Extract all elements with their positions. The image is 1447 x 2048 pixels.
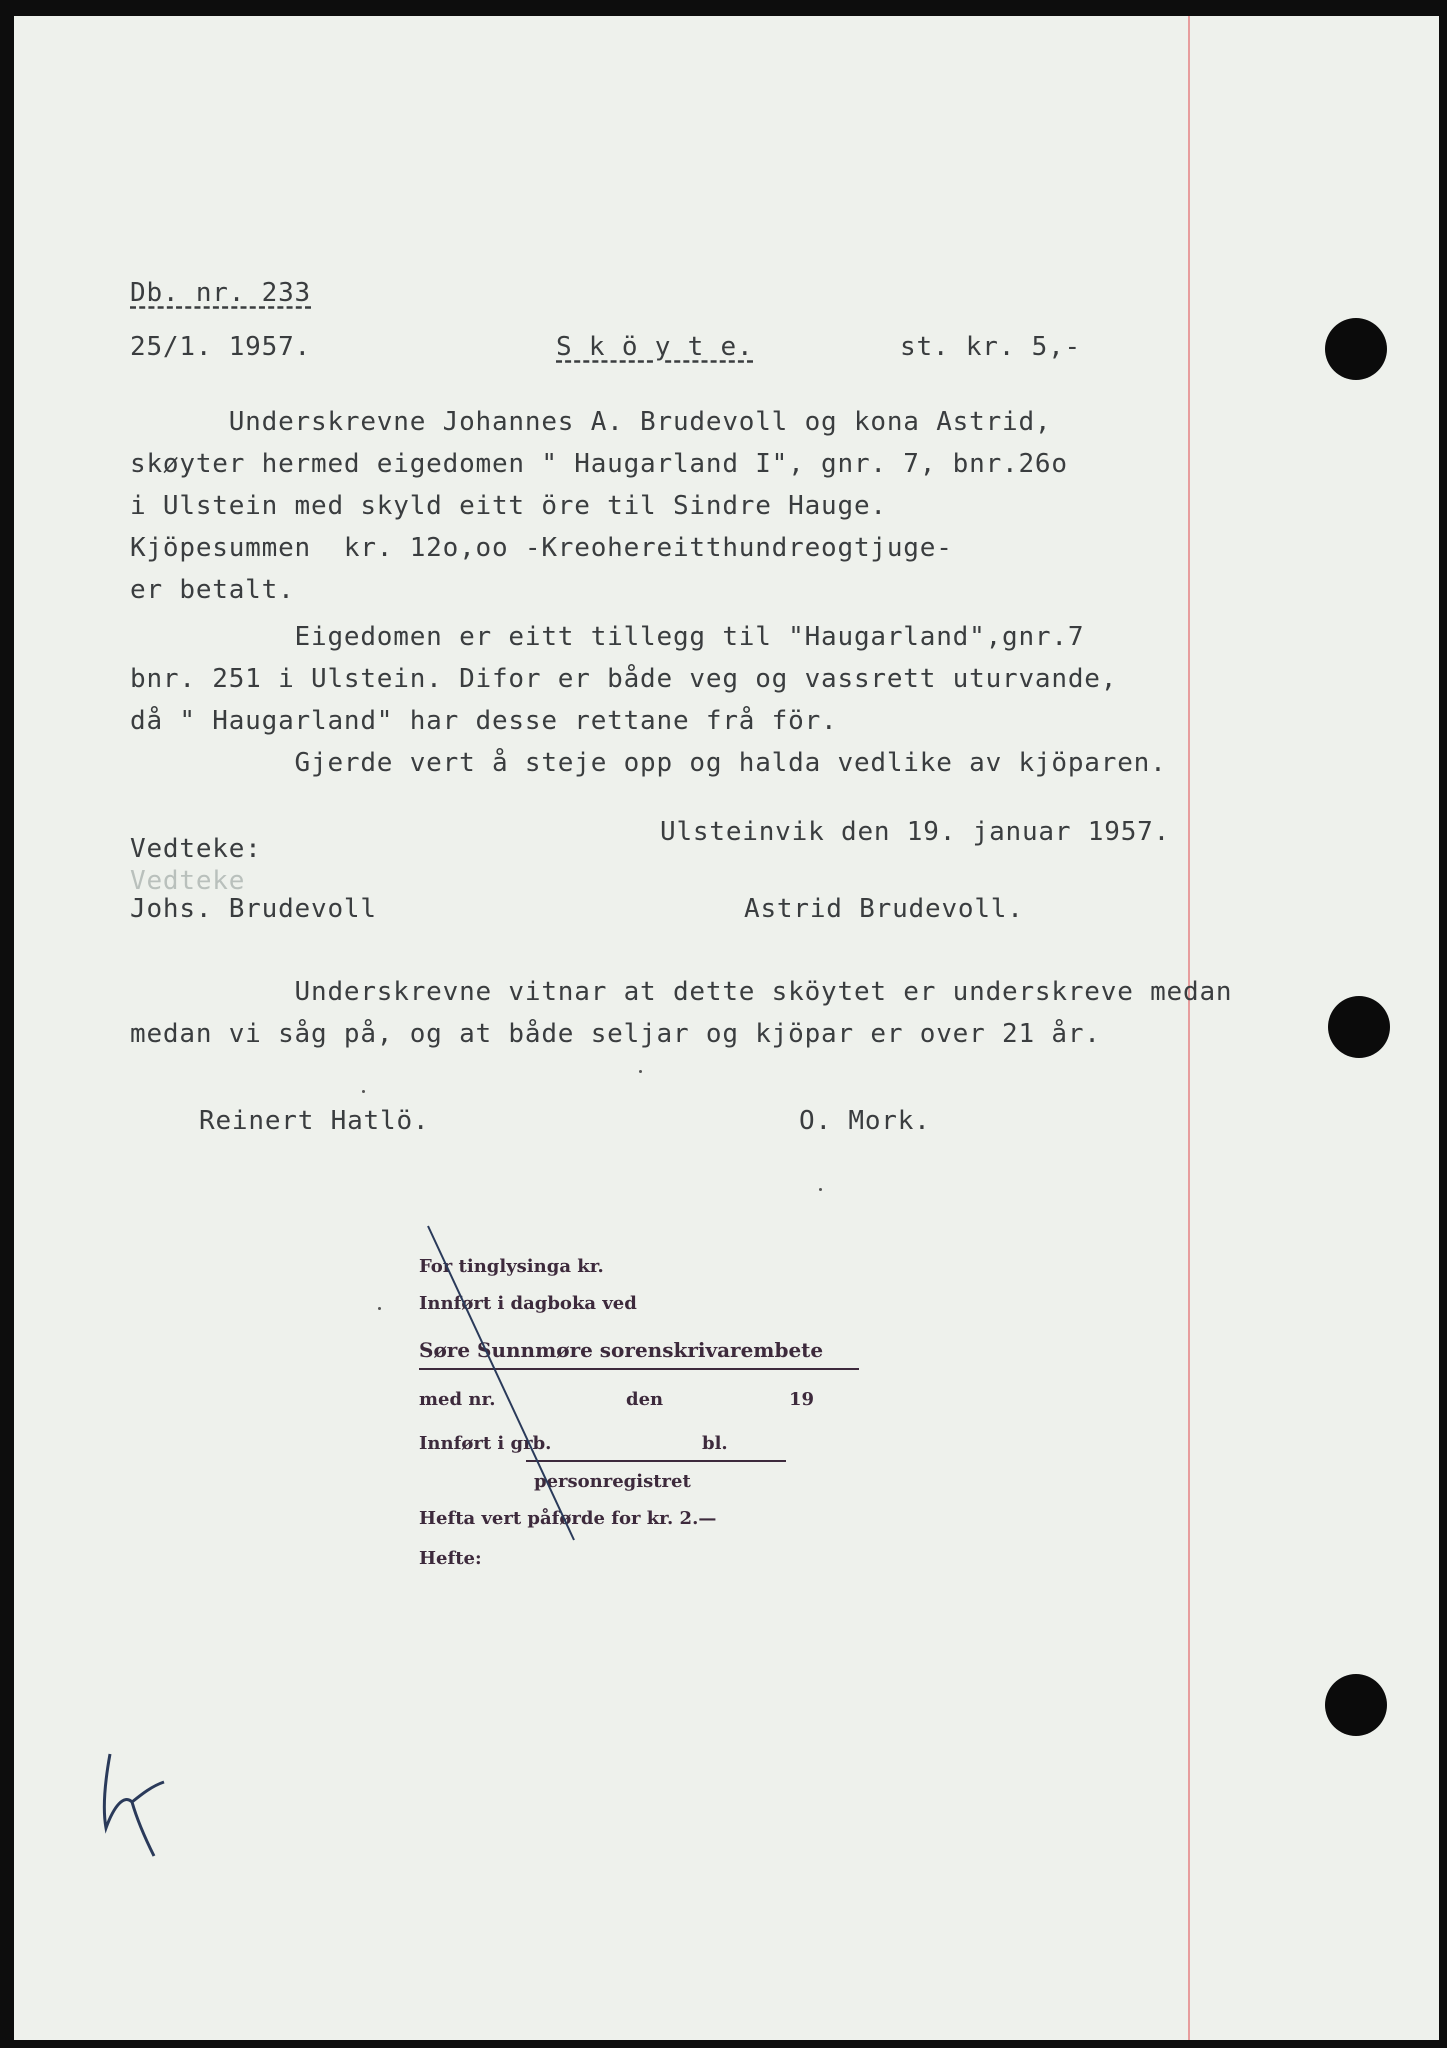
diagonal-strike-line: [428, 1226, 574, 1540]
stamp-line: Innført i dagboka ved: [419, 1293, 637, 1314]
document-page: [14, 16, 1439, 2040]
body-line: Underskrevne Johannes A. Brudevoll og kona Astrid,: [130, 407, 1052, 437]
body-line: Kjöpesummen kr. 12o,oo -Kreohereitthundreogtjuge-: [130, 533, 953, 563]
witness-line: Underskrevne vitnar at dette sköytet er underskreve medan: [130, 977, 1233, 1007]
approved-label: Vedteke:: [130, 834, 262, 864]
stamp-line: Innført i grb.: [419, 1433, 552, 1454]
body-line: då " Haugarland" har desse rettane frå för.: [130, 706, 838, 736]
stamp-office: Søre Sunnmøre sorenskrivarembete: [419, 1338, 824, 1362]
body-line: Eigedomen er eitt tillegg til "Haugarland",gnr.7: [130, 622, 1085, 652]
document-date: 25/1. 1957.: [130, 332, 311, 362]
stamp-duty: st. kr. 5,-: [900, 332, 1081, 362]
stamp-line: personregistret: [534, 1471, 691, 1492]
place-date: Ulsteinvik den 19. januar 1957.: [660, 817, 1171, 847]
body-line: bnr. 251 i Ulstein. Difor er både veg og vassrett uturvande,: [130, 664, 1118, 694]
approved-label-ghost: Vedteke: [130, 866, 246, 896]
stamp-line: den: [626, 1389, 664, 1410]
stamp-line: Hefta vert påførde for kr. 2.—: [419, 1508, 717, 1529]
stamp-line: For tinglysinga kr.: [419, 1256, 604, 1277]
stamp-line: Hefte:: [419, 1548, 482, 1569]
stamp-line: 19: [789, 1389, 815, 1410]
document-title: S k ö y t e.: [556, 332, 754, 362]
signer-1: Johs. Brudevoll: [130, 894, 377, 924]
body-line: er betalt.: [130, 575, 295, 605]
witness-1: Reinert Hatlö.: [199, 1106, 430, 1136]
document-number: Db. nr. 233: [130, 278, 311, 308]
body-line: skøyter hermed eigedomen " Haugarland I", gnr. 7, bnr.26o: [130, 449, 1068, 479]
witness-line: medan vi såg på, og at både seljar og kjöpar er over 21 år.: [130, 1019, 1101, 1049]
stamp-line: bl.: [702, 1433, 728, 1454]
witness-2: O. Mork.: [799, 1106, 931, 1136]
body-line: Gjerde vert å steje opp og halda vedlike av kjöparen.: [130, 748, 1167, 778]
stamp-line: med nr.: [419, 1389, 496, 1410]
signer-2: Astrid Brudevoll.: [744, 894, 1024, 924]
handwritten-marks: [14, 16, 1439, 2040]
body-line: i Ulstein med skyld eitt öre til Sindre Hauge.: [130, 491, 887, 521]
initials-mark: [104, 1754, 164, 1856]
